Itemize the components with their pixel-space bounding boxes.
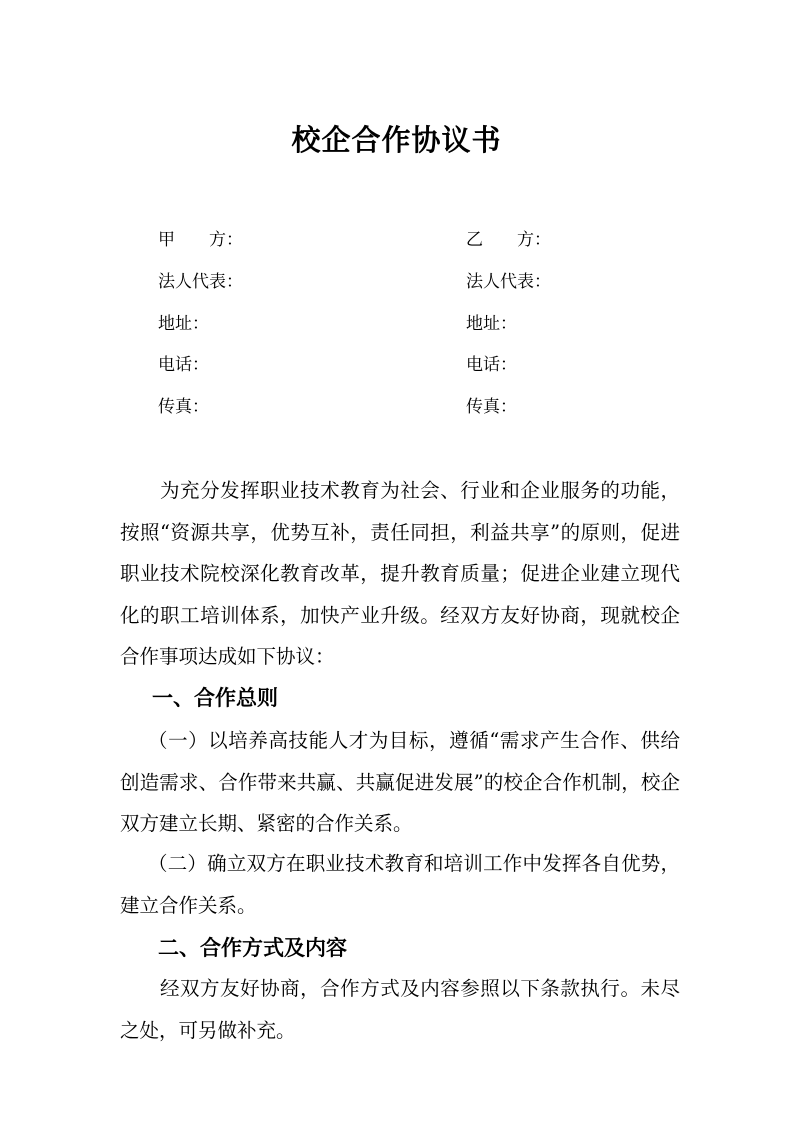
party-b-legal-rep-label: 法人代表： — [466, 272, 551, 292]
party-a-label: 甲 方： — [158, 230, 243, 250]
party-b-fax-label: 传真： — [466, 397, 517, 417]
document-title: 校企合作协议书 — [291, 123, 502, 157]
intro-paragraph: 为充分发挥职业技术教育为社会、行业和企业服务的功能，按照“资源共享，优势互补，责任同担，利益共享”的原则，促进职业技术院校深化教育改革，提升教育质量；促进企业建立现代化的职工培训体系，加快产业升级。经双方友好协商，现就校企合作事项达成如下协议： — [120, 479, 680, 668]
party-a-address-label: 地址： — [158, 314, 209, 334]
party-a-fax-label: 传真： — [158, 397, 209, 417]
party-a-phone-label: 电话： — [158, 355, 209, 375]
section-1-item-2: （二）确立双方在职业技术教育和培训工作中发挥各自优势，建立合作关系。 — [120, 852, 680, 917]
section-2-heading: 二、合作方式及内容 — [158, 936, 347, 960]
section-1-heading: 一、合作总则 — [152, 686, 278, 710]
party-b-phone-label: 电话： — [466, 355, 517, 375]
party-a-legal-rep-label: 法人代表： — [158, 272, 243, 292]
party-b-label: 乙 方： — [466, 230, 551, 250]
section-1-item-1: （一）以培养高技能人才为目标，遵循“需求产生合作、供给创造需求、合作带来共赢、共赢促进发展”的校企合作机制，校企双方建立长期、紧密的合作关系。 — [120, 729, 680, 835]
section-2-paragraph: 经双方友好协商，合作方式及内容参照以下条款执行。未尽之处，可另做补充。 — [120, 977, 680, 1042]
party-b-address-label: 地址： — [466, 314, 517, 334]
